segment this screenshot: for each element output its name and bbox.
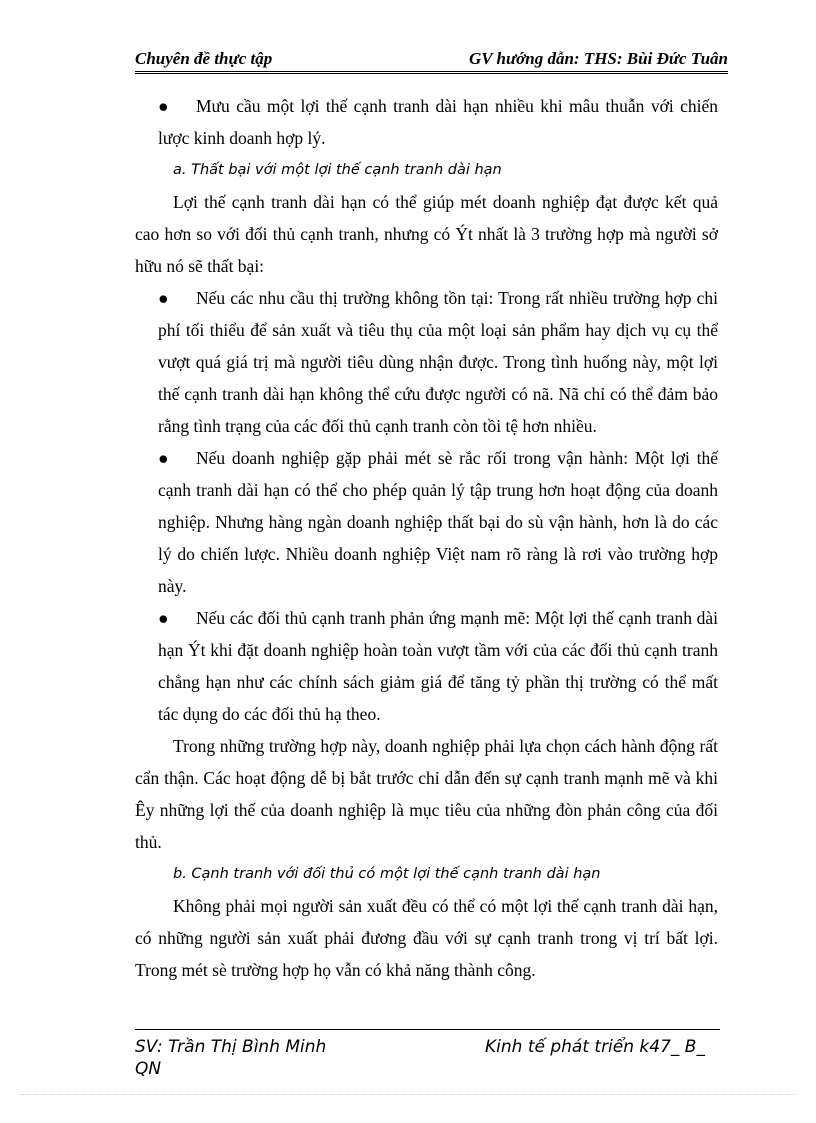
header-title: Chuyên đề thực tập [135,49,273,68]
footer-student: SV: Trần Thị Bình Minh QN [135,1037,327,1079]
bullet-text: Nếu các đối thủ cạnh tranh phản ứng mạnh mẽ: Một lợi thế cạnh tranh dài hạn Ýt khi đặt doanh nghiệp hoàn toàn vượt tầm với của các đối thủ cạnh tranh chẳng hạn như các chính sách giảm giá để tăng tỷ phần thị trường có thể mất tác dụng do các đối thủ hạ theo. [158,608,718,724]
document-body [135,90,718,986]
footer-class: Kinh tế phát triển k47_ B_ [485,1037,705,1057]
bullet-item [158,602,718,730]
bullet-item [158,442,718,602]
page-footer [135,1029,720,1079]
bullet-icon: ● [158,288,169,308]
section-heading-b: b. Cạnh tranh với đối thủ có một lợi thế cạnh tranh dài hạn [173,866,601,882]
bullet-icon: ● [158,448,169,468]
bullet-text: Nếu doanh nghiệp gặp phải mét sè rắc rối trong vận hành: Một lợi thế cạnh tranh dài hạn có thể cho phép quản lý tập trung hơn hoạt động của doanh nghiệp. Nhưng hàng ngàn doanh nghiệp thất bại do sù vận hành, hơn là do các lý do chiến lược. Nhiều doanh nghiệp Việt nam rõ ràng là rơi vào trường hợp này. [158,448,718,596]
paragraph: Lợi thế cạnh tranh dài hạn có thể giúp mét doanh nghiệp đạt được kết quả cao hơn so với đối thủ cạnh tranh, nhưng có Ýt nhất là 3 trường hợp mà người sở hữu nó sẽ thất bại: [135,192,718,276]
bullet-icon: ● [158,608,169,628]
bullet-item [158,90,718,154]
bullet-item [158,282,718,442]
bullet-icon: ● [158,96,169,116]
bullet-text: Mưu cầu một lợi thế cạnh tranh dài hạn nhiều khi mâu thuẫn với chiến lược kinh doanh hợp lý. [158,96,718,148]
page-break-divider [20,1094,796,1095]
paragraph: Không phải mọi người sản xuất đều có thể có một lợi thế cạnh tranh dài hạn, có những người sản xuất phải đương đầu với sự cạnh tranh trong vị trí bất lợi. Trong mét sè trường hợp họ vẫn có khả năng thành công. [135,896,718,980]
section-heading-a: a. Thất bại với một lợi thế cạnh tranh dài hạn [173,162,502,178]
page-header [135,46,728,74]
paragraph: Trong những trường hợp này, doanh nghiệp phải lựa chọn cách hành động rất cẩn thận. Các hoạt động dễ bị bắt trước chỉ dẫn đến sự cạnh tranh mạnh mẽ và khi Êy những lợi thế của doanh nghiệp là mục tiêu của những đòn phản công của đối thủ. [135,736,718,852]
header-advisor: GV hướng dẫn: THS: Bùi Đức Tuân [468,49,728,68]
bullet-text: Nếu các nhu cầu thị trường không tồn tại: Trong rất nhiều trường hợp chi phí tối thiểu để sản xuất và tiêu thụ của một loại sản phẩm hay dịch vụ cụ thể vượt quá giá trị mà người tiêu dùng nhận được. Trong tình huống này, một lợi thế cạnh tranh dài hạn không thể cứu được người có nã. Nã chỉ có thể đảm bảo rằng tình trạng của các đối thủ cạnh tranh còn tồi tệ hơn nhiều. [158,288,718,436]
